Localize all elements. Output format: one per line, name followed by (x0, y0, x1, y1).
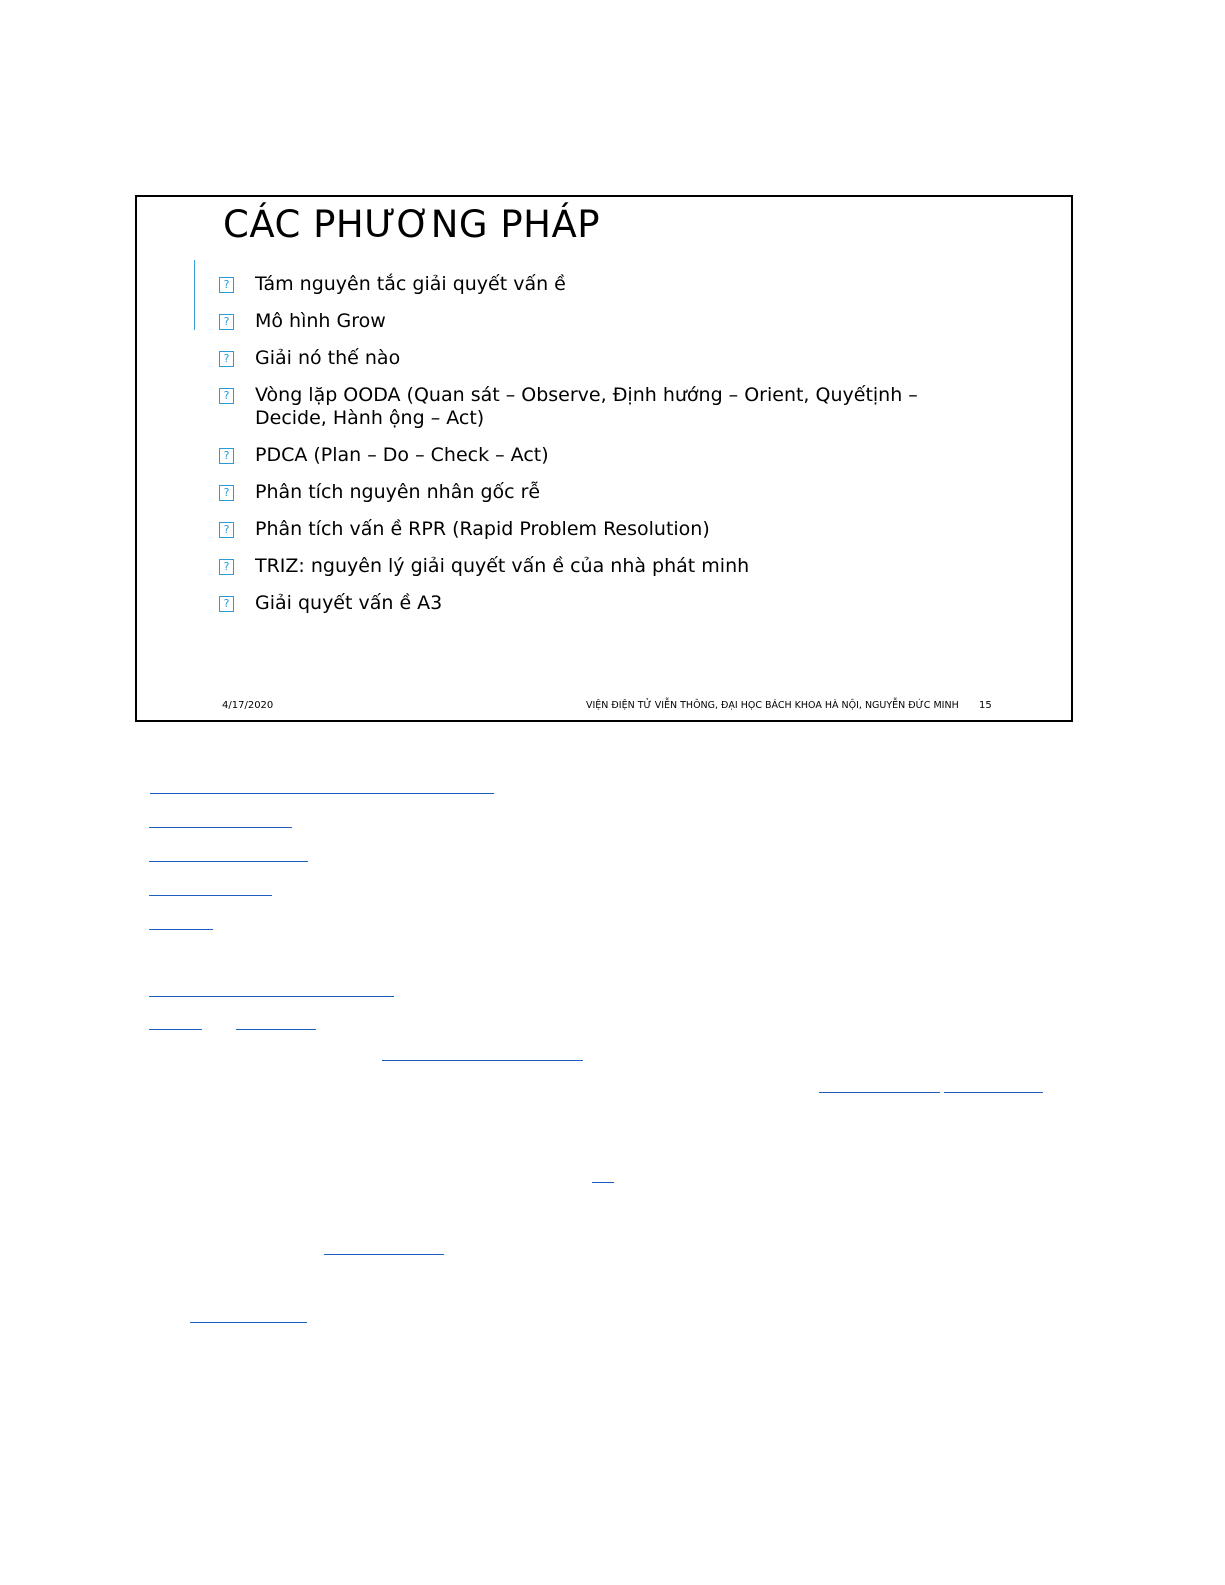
list-item (219, 347, 979, 370)
list-item (219, 481, 979, 504)
list-item (219, 273, 979, 296)
question-box-icon: ? (219, 596, 234, 612)
footer-institution: VIỆN ĐIỆN TỬ VIỄN THÔNG, ĐẠI HỌC BÁCH KHOA HÀ NỘI, NGUYỄN ĐỨC MINH (586, 700, 959, 711)
question-box-icon: ? (219, 351, 234, 367)
footer-page-number: 15 (979, 700, 992, 711)
hyperlink-underline[interactable] (149, 929, 213, 930)
bullet-text: Phân tích vấn ề RPR (Rapid Problem Resolution) (255, 518, 710, 540)
bullet-text: Giải quyết vấn ề A3 (255, 592, 443, 614)
hyperlink-underline[interactable] (149, 895, 272, 896)
list-item (219, 592, 979, 615)
hyperlink-underline[interactable] (944, 1092, 1043, 1093)
list-item (219, 555, 979, 578)
bullet-text: Vòng lặp OODA (Quan sát – Observe, Định hướng – Orient, Quyếtịnh – Decide, Hành ộng – Act) (255, 384, 918, 429)
hyperlink-underline[interactable] (236, 1029, 316, 1030)
bullet-text: PDCA (Plan – Do – Check – Act) (255, 444, 549, 466)
bullet-text: Tám nguyên tắc giải quyết vấn ề (255, 273, 566, 295)
slide (135, 195, 1073, 722)
accent-line (194, 260, 195, 330)
footer-date: 4/17/2020 (222, 700, 274, 711)
hyperlink-underline[interactable] (149, 861, 308, 862)
hyperlink-underline[interactable] (324, 1254, 444, 1255)
bullet-text: Phân tích nguyên nhân gốc rễ (255, 481, 541, 503)
question-box-icon: ? (219, 522, 234, 538)
list-item (219, 310, 979, 333)
list-item (219, 384, 979, 430)
hyperlink-underline[interactable] (150, 793, 494, 794)
question-box-icon: ? (219, 388, 234, 404)
question-box-icon: ? (219, 485, 234, 501)
question-box-icon: ? (219, 448, 234, 464)
bullet-text: TRIZ: nguyên lý giải quyết vấn ề của nhà phát minh (255, 555, 750, 577)
list-item (219, 518, 979, 541)
slide-title: CÁC PHƯƠNG PHÁP (223, 203, 601, 246)
hyperlink-underline[interactable] (149, 827, 292, 828)
hyperlink-underline[interactable] (819, 1092, 940, 1093)
hyperlink-underline[interactable] (149, 996, 394, 997)
question-box-icon: ? (219, 277, 234, 293)
hyperlink-underline[interactable] (149, 1029, 202, 1030)
bullet-text: Mô hình Grow (255, 310, 386, 332)
hyperlink-underline[interactable] (190, 1322, 307, 1323)
bullet-text: Giải nó thế nào (255, 347, 401, 369)
question-box-icon: ? (219, 559, 234, 575)
hyperlink-underline[interactable] (382, 1060, 583, 1061)
list-item (219, 444, 979, 467)
question-box-icon: ? (219, 314, 234, 330)
hyperlink-underline[interactable] (592, 1182, 614, 1183)
bullet-list (219, 273, 979, 629)
